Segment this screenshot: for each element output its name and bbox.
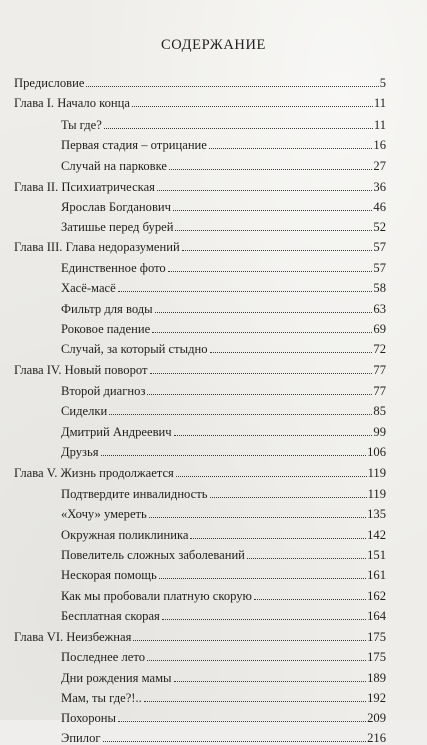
toc-page-number: 11 xyxy=(373,96,386,110)
toc-chapter-row xyxy=(14,234,386,254)
toc-section-row xyxy=(61,296,386,316)
toc-section-row xyxy=(61,583,386,603)
toc-section-row xyxy=(61,153,386,173)
dot-leader xyxy=(254,599,366,600)
toc-page-number: 175 xyxy=(367,650,386,664)
dot-leader xyxy=(152,332,372,333)
toc-chapter-row xyxy=(14,460,386,480)
toc-section-row xyxy=(61,542,386,562)
toc-entry-label: Глава II. Психиатрическая xyxy=(14,180,155,194)
dot-leader xyxy=(144,701,366,702)
toc-section-row xyxy=(61,214,386,234)
toc-entry-label: Эпилог xyxy=(61,731,101,745)
toc-page-number: 119 xyxy=(367,466,386,480)
dot-leader xyxy=(104,128,373,129)
dot-leader xyxy=(109,414,372,415)
toc-section-row xyxy=(61,132,386,152)
toc-section-row xyxy=(61,725,386,745)
toc-entry-label: Предисловие xyxy=(14,76,85,90)
toc-section-row xyxy=(61,316,386,336)
dot-leader xyxy=(132,106,373,107)
toc-page-number: 216 xyxy=(367,731,386,745)
toc-entry-label: Ярослав Богданович xyxy=(61,200,171,214)
toc-entry-label: Единственное фото xyxy=(61,261,166,275)
toc-section-row xyxy=(61,522,386,542)
toc-entry-label: Окружная поликлиника xyxy=(61,528,189,542)
dot-leader xyxy=(118,721,366,722)
toc-page-number: 119 xyxy=(367,487,386,501)
dot-leader xyxy=(103,741,367,742)
toc-entry-label: Подтвердите инвалидность xyxy=(61,487,208,501)
toc-chapter-row xyxy=(14,70,386,90)
toc-section-row xyxy=(61,194,386,214)
toc-section-row xyxy=(61,378,386,398)
dot-leader xyxy=(118,291,373,292)
dot-leader xyxy=(101,455,367,456)
toc-page-number: 135 xyxy=(367,507,386,521)
toc-page-number: 162 xyxy=(367,589,386,603)
toc-page-number: 77 xyxy=(373,384,386,398)
toc-section-row xyxy=(61,562,386,582)
dot-leader xyxy=(157,190,372,191)
dot-leader xyxy=(190,538,366,539)
toc-entry-label: Глава I. Начало конца xyxy=(14,96,131,110)
dot-leader xyxy=(209,148,373,149)
toc-section-row xyxy=(61,501,386,521)
toc-section-row xyxy=(61,398,386,418)
toc-section-row xyxy=(61,685,386,705)
dot-leader xyxy=(159,578,366,579)
toc-entry-label: Друзья xyxy=(61,445,99,459)
toc-section-row xyxy=(61,112,386,132)
toc-page-number: 192 xyxy=(367,691,386,705)
toc-entry-label: Глава III. Глава недоразумений xyxy=(14,240,180,254)
dot-leader xyxy=(86,86,378,87)
toc-page-number: 16 xyxy=(373,138,386,152)
toc-page-number: 189 xyxy=(367,671,386,685)
toc-page-number: 142 xyxy=(367,528,386,542)
page-title: СОДЕРЖАНИЕ xyxy=(161,37,266,53)
toc-page-number: 52 xyxy=(373,220,386,234)
dot-leader xyxy=(150,373,373,374)
dot-leader xyxy=(169,169,372,170)
toc-section-row xyxy=(61,275,386,295)
toc-page-number: 58 xyxy=(373,281,386,295)
toc-page-number: 5 xyxy=(379,76,386,90)
toc-entry-label: Глава V. Жизнь продолжается xyxy=(14,466,174,480)
toc-chapter-row xyxy=(14,90,386,110)
toc-entry-label: Сиделки xyxy=(61,404,108,418)
toc-entry-label: Глава IV. Новый поворот xyxy=(14,363,148,377)
toc-page-number: 27 xyxy=(373,159,386,173)
toc-entry-label: Второй диагноз xyxy=(61,384,146,398)
toc-entry-label: Повелитель сложных заболеваний xyxy=(61,548,245,562)
toc-page-number: 161 xyxy=(367,568,386,582)
toc-page-number: 151 xyxy=(367,548,386,562)
toc-entry-label: «Хочу» умереть xyxy=(61,507,147,521)
toc-section-row xyxy=(61,705,386,725)
dot-leader xyxy=(173,210,372,211)
toc-chapter-row xyxy=(14,174,386,194)
dot-leader xyxy=(149,517,366,518)
toc-entry-label: Похороны xyxy=(61,711,116,725)
toc-entry-label: Дмитрий Андреевич xyxy=(61,425,172,439)
toc-section-row xyxy=(61,603,386,623)
toc-chapter-row xyxy=(14,357,386,377)
toc-entry-label: Нескорая помощь xyxy=(61,568,157,582)
dot-leader xyxy=(174,435,373,436)
toc-page-number: 99 xyxy=(373,425,386,439)
toc-entry-label: Первая стадия – отрицание xyxy=(61,138,207,152)
toc-entry-label: Случай на парковке xyxy=(61,159,168,173)
toc-entry-label: Бесплатная скорая xyxy=(61,609,160,623)
dot-leader xyxy=(147,394,372,395)
toc-page-number: 175 xyxy=(367,630,386,644)
toc-page-number: 209 xyxy=(367,711,386,725)
toc-page-number: 85 xyxy=(373,404,386,418)
dot-leader xyxy=(162,619,366,620)
toc-section-row xyxy=(61,255,386,275)
toc-entry-label: Как мы пробовали платную скорую xyxy=(61,589,252,603)
dot-leader xyxy=(210,497,367,498)
dot-leader xyxy=(147,660,366,661)
toc-section-row xyxy=(61,419,386,439)
toc-section-row xyxy=(61,336,386,356)
toc-page-number: 164 xyxy=(367,609,386,623)
toc-page-number: 11 xyxy=(373,118,386,132)
toc-entry-label: Случай, за который стыдно xyxy=(61,342,208,356)
toc-entry-label: Дни рождения мамы xyxy=(61,671,172,685)
dot-leader xyxy=(176,476,367,477)
dot-leader xyxy=(175,230,372,231)
toc-entry-label: Роковое падение xyxy=(61,322,151,336)
dot-leader xyxy=(210,352,373,353)
toc-page-number: 57 xyxy=(373,261,386,275)
dot-leader xyxy=(174,681,367,682)
toc-page-number: 57 xyxy=(373,240,386,254)
toc-section-row xyxy=(61,644,386,664)
toc-chapter-row xyxy=(14,624,386,644)
toc-page-number: 69 xyxy=(373,322,386,336)
toc-page-number: 72 xyxy=(373,342,386,356)
toc-entry-label: Глава VI. Неизбежная xyxy=(14,630,132,644)
toc-section-row xyxy=(61,439,386,459)
toc-page-number: 63 xyxy=(373,302,386,316)
dot-leader xyxy=(247,558,366,559)
dot-leader xyxy=(168,271,373,272)
dot-leader xyxy=(155,312,373,313)
dot-leader xyxy=(133,640,366,641)
toc-entry-label: Фильтр для воды xyxy=(61,302,153,316)
toc-page-number: 106 xyxy=(367,445,386,459)
toc-page-number: 77 xyxy=(373,363,386,377)
toc-page-number: 36 xyxy=(373,180,386,194)
toc-entry-label: Ты где? xyxy=(61,118,102,132)
dot-leader xyxy=(182,250,373,251)
toc-section-row xyxy=(61,665,386,685)
toc-entry-label: Мам, ты где?!.. xyxy=(61,691,142,705)
toc-entry-label: Затишье перед бурей xyxy=(61,220,174,234)
toc-section-row xyxy=(61,481,386,501)
toc-page-number: 46 xyxy=(373,200,386,214)
toc-entry-label: Последнее лето xyxy=(61,650,145,664)
toc-entry-label: Хасё-масё xyxy=(61,281,116,295)
